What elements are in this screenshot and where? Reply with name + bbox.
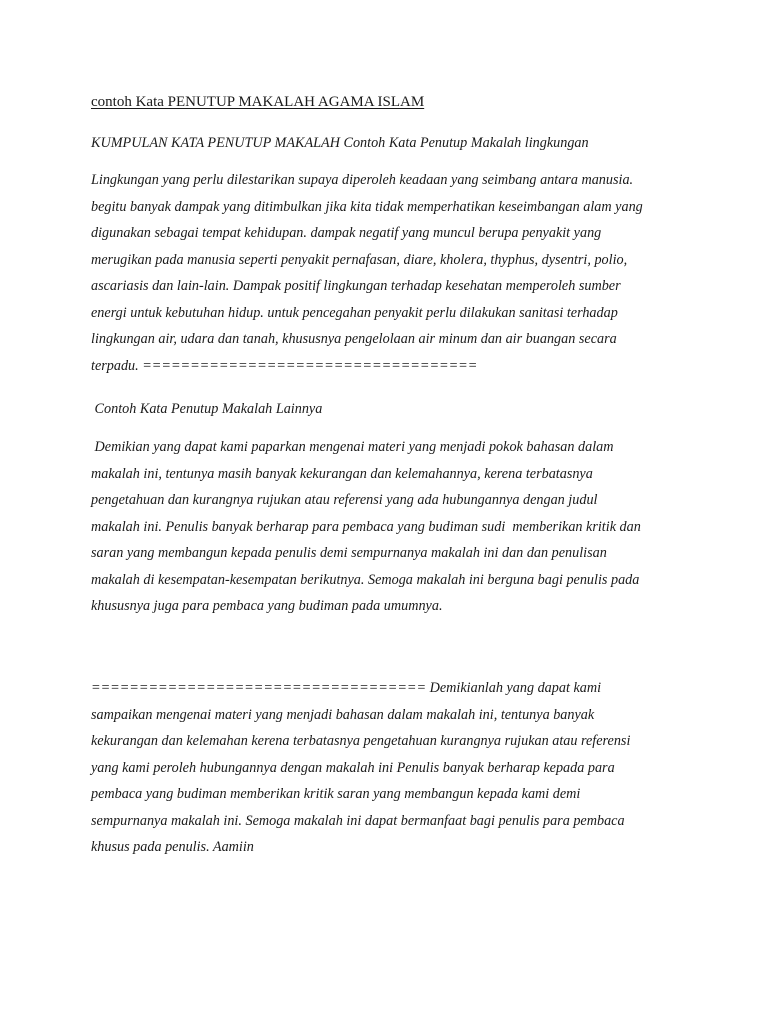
paragraph-line: ascariasis dan lain-lain. Dampak positif lingkungan terhadap kesehatan memperoleh sumber: [91, 278, 621, 294]
paragraph-demikianlah: [91, 675, 691, 861]
paragraph-line: khusus pada penulis. Aamiin: [91, 839, 254, 855]
paragraph-line: =================================== Demikianlah yang dapat kami: [91, 680, 602, 696]
paragraph-line: energi untuk kebutuhan hidup. untuk pencegahan penyakit perlu dilakukan sanitasi terhadap: [91, 304, 618, 321]
paragraph-line: lingkungan air, udara dan tanah, khususnya pengelolaan air minum dan air buangan secara: [91, 331, 617, 347]
paragraph-line: merugikan pada manusia seperti penyakit pernafasan, diare, kholera, thyphus, dysentri, polio,: [91, 251, 628, 268]
paragraph-line: yang kami peroleh hubungannya dengan makalah ini Penulis banyak berharap kepada para: [91, 759, 615, 776]
paragraph-line: pengetahuan dan kurangnya rujukan atau referensi yang ada hubungannya dengan judul: [91, 492, 598, 508]
paragraph-demikian: [91, 434, 691, 620]
section-heading-lainnya: [91, 396, 691, 423]
paragraph-line: sampaikan mengenai materi yang menjadi bahasan dalam makalah ini, tentunya banyak: [91, 706, 595, 723]
paragraph-line: Demikian yang dapat kami paparkan mengenai materi yang menjadi pokok bahasan dalam: [91, 439, 614, 455]
paragraph-line: kekurangan dan kelemahan kerena terbatasnya pengetahuan kurangnya rujukan atau referensi: [91, 733, 631, 749]
paragraph-line: terpadu. ===================================: [91, 357, 478, 374]
document-title: contoh Kata PENUTUP MAKALAH AGAMA ISLAM: [91, 94, 425, 110]
section-heading-line: Contoh Kata Penutup Makalah Lainnya: [91, 401, 323, 417]
paragraph-line: sempurnanya makalah ini. Semoga makalah ini dapat bermanfaat bagi penulis para pembaca: [91, 812, 625, 829]
paragraph-line: digunakan sebagai tempat kehidupan. dampak negatif yang muncul berupa penyakit yang: [91, 225, 602, 241]
paragraph-line: Lingkungan yang perlu dilestarikan supaya diperoleh keadaan yang seimbang antara manusia.: [91, 172, 634, 188]
paragraph-line: pembaca yang budiman memberikan kritik saran yang membangun kepada kami demi: [91, 786, 581, 802]
paragraph-line: khususnya juga para pembaca yang budiman pada umumnya.: [91, 598, 443, 614]
document-subtitle: [91, 130, 691, 157]
paragraph-lingkungan: [91, 167, 691, 379]
paragraph-line: begitu banyak dampak yang ditimbulkan jika kita tidak memperhatikan keseimbangan alam yang: [91, 198, 643, 215]
subtitle-line: KUMPULAN KATA PENUTUP MAKALAH Contoh Kata Penutup Makalah lingkungan: [91, 135, 589, 151]
paragraph-line: makalah ini, tentunya masih banyak kekurangan dan kelemahannya, kerena terbatasnya: [91, 465, 593, 482]
paragraph-line: makalah ini. Penulis banyak berharap para pembaca yang budiman sudi memberikan kritik dan: [91, 518, 641, 535]
paragraph-line: saran yang membangun kepada penulis demi sempurnanya makalah ini dan dan penulisan: [91, 545, 607, 561]
paragraph-line: makalah di kesempatan-kesempatan berikutnya. Semoga makalah ini berguna bagi penulis pada: [91, 571, 640, 588]
